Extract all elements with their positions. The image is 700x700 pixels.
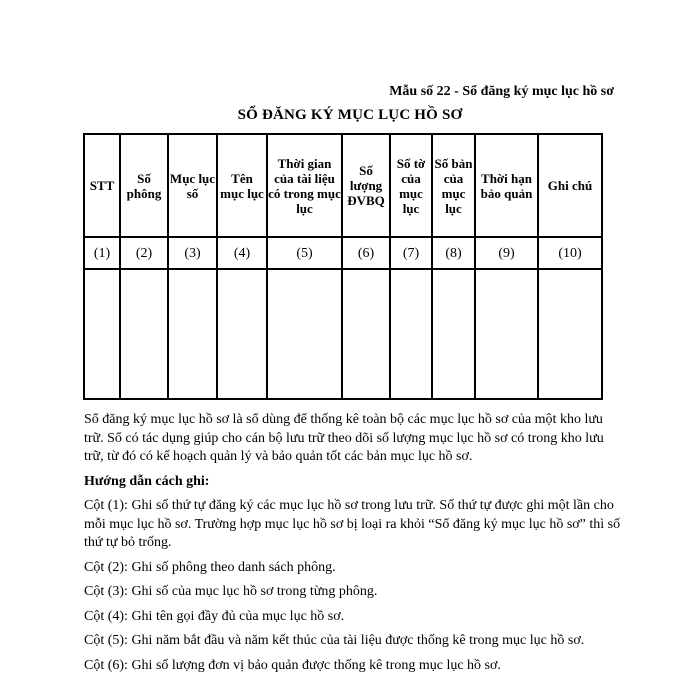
guide-item: Cột (3): Ghi số của mục lục hồ sơ trong từng phông. bbox=[84, 584, 378, 599]
document-title: SỔ ĐĂNG KÝ MỤC LỤC HỒ SƠ bbox=[237, 107, 463, 123]
header-cell: Số bản của mục lục bbox=[432, 134, 475, 237]
header-cell: Thời hạn bảo quản bbox=[475, 134, 538, 237]
column-number-cell: (4) bbox=[217, 237, 267, 269]
table-header-row bbox=[84, 134, 602, 237]
register-table bbox=[83, 133, 603, 400]
column-number-cell: (7) bbox=[390, 237, 432, 269]
guide-item: Cột (2): Ghi số phông theo danh sách phông. bbox=[84, 559, 336, 575]
column-number-cell: (2) bbox=[120, 237, 168, 269]
guide-heading: Hướng dẫn cách ghi: bbox=[84, 473, 210, 489]
header-cell: Mục lục số bbox=[168, 134, 217, 237]
blank-cell bbox=[538, 269, 602, 399]
column-number-cell: (3) bbox=[168, 237, 217, 269]
header-cell: Số lượng ĐVBQ bbox=[342, 134, 390, 237]
blank-cell bbox=[267, 269, 342, 399]
blank-cell bbox=[217, 269, 267, 399]
blank-cell bbox=[432, 269, 475, 399]
blank-cell bbox=[475, 269, 538, 399]
form-reference: Mẫu số 22 - Sổ đăng ký mục lục hồ sơ bbox=[389, 84, 614, 99]
blank-cell bbox=[120, 269, 168, 399]
column-number-row bbox=[84, 237, 602, 269]
header-cell: STT bbox=[84, 134, 120, 237]
guide-item: Cột (1): Ghi số thứ tự đăng ký các mục lục hồ sơ trong lưu trữ. Số thứ tự được ghi một lần cho mỗi mục lục hồ sơ. Trường hợp mục lục hồ sơ bị loại ra khỏi “Sổ đăng ký mục lục hồ sơ” thì số thứ tự bỏ trống. bbox=[84, 498, 621, 550]
header-cell: Số tờ của mục lục bbox=[390, 134, 432, 237]
column-number-cell: (6) bbox=[342, 237, 390, 269]
guide-item: Cột (5): Ghi năm bắt đầu và năm kết thúc của tài liệu được thống kê trong mục lục hồ sơ. bbox=[84, 633, 585, 648]
intro-paragraph: Sổ đăng ký mục lục hồ sơ là sổ dùng để thống kê toàn bộ các mục lục hồ sơ của một kho lưu trữ. Sổ có tác dụng giúp cho cán bộ lưu trữ theo dõi số lượng mục lục hồ sơ có trong kho lưu trữ, từ đó có kế hoạch quản lý và bảo quản tốt các bản mục lục hồ sơ. bbox=[84, 412, 604, 464]
header-cell: Ghi chú bbox=[538, 134, 602, 237]
header-cell: Tên mục lục bbox=[217, 134, 267, 237]
header-cell: Số phông bbox=[120, 134, 168, 237]
blank-cell bbox=[390, 269, 432, 399]
column-number-cell: (10) bbox=[538, 237, 602, 269]
column-number-cell: (8) bbox=[432, 237, 475, 269]
column-number-cell: (5) bbox=[267, 237, 342, 269]
blank-cell bbox=[342, 269, 390, 399]
header-cell: Thời gian của tài liệu có trong mục lục bbox=[267, 134, 342, 237]
blank-cell bbox=[168, 269, 217, 399]
description-section bbox=[84, 411, 624, 681]
blank-cell bbox=[84, 269, 120, 399]
column-number-cell: (9) bbox=[475, 237, 538, 269]
column-number-cell: (1) bbox=[84, 237, 120, 269]
guide-item: Cột (4): Ghi tên gọi đầy đủ của mục lục hồ sơ. bbox=[84, 608, 345, 624]
blank-entry-row bbox=[84, 269, 602, 399]
guide-item: Cột (6): Ghi số lượng đơn vị bảo quản được thống kê trong mục lục hồ sơ. bbox=[84, 657, 501, 673]
